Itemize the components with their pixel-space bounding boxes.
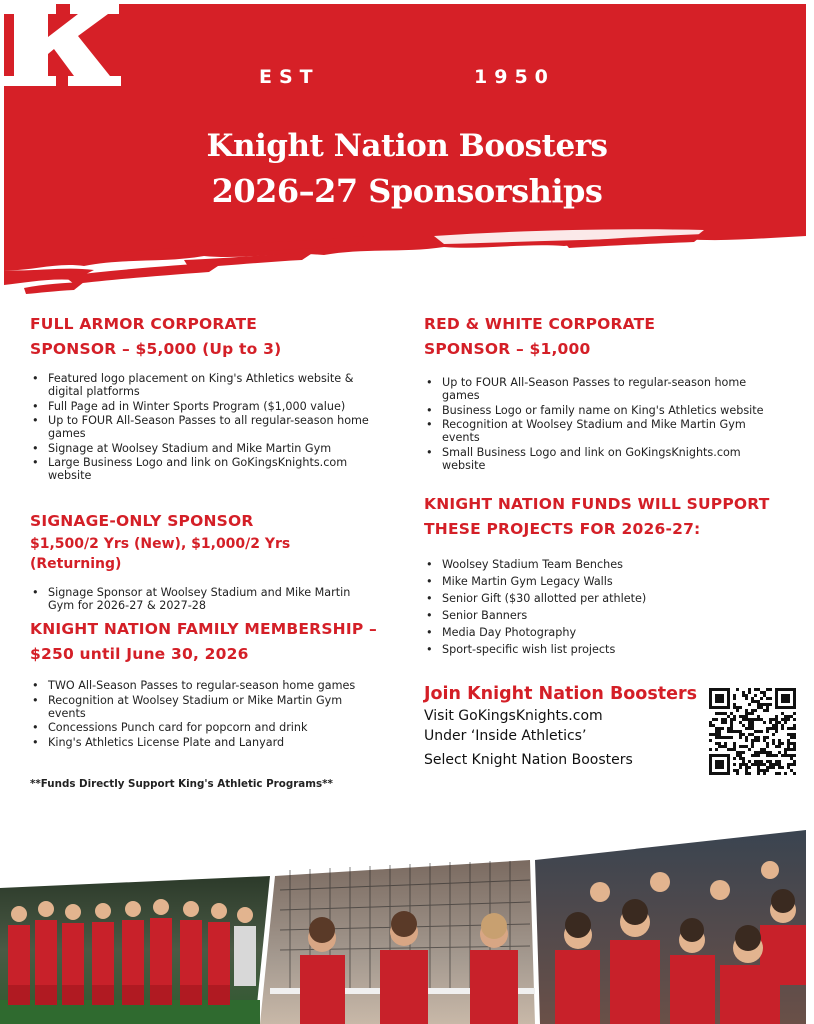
join-line-select: Select Knight Nation Boosters bbox=[424, 752, 633, 768]
team-photo bbox=[0, 876, 270, 1024]
established-year: 1950 bbox=[474, 66, 555, 88]
list-item: • Senior Gift ($30 allotted per athlete) bbox=[442, 592, 794, 605]
signage-subheading: $1,500/2 Yrs (New), $1,000/2 Yrs (Returning) bbox=[30, 536, 291, 572]
list-item: • Sport-specific wish list projects bbox=[442, 643, 794, 656]
funds-note: **Funds Directly Support King's Athletic Programs** bbox=[30, 778, 333, 790]
full-armor-list bbox=[30, 372, 370, 482]
join-line-inside-athletics: Under ‘Inside Athletics’ bbox=[424, 728, 587, 744]
list-item: • Mike Martin Gym Legacy Walls bbox=[442, 575, 794, 588]
signage-heading: SIGNAGE-ONLY SPONSOR bbox=[30, 512, 254, 530]
funds-heading-line2: THESE PROJECTS FOR 2026-27: bbox=[424, 520, 701, 538]
list-item: • King's Athletics License Plate and Lanyard bbox=[48, 736, 368, 749]
list-item: • Media Day Photography bbox=[442, 626, 794, 639]
join-heading: Join Knight Nation Boosters bbox=[424, 684, 698, 704]
k-letter-logo bbox=[4, 4, 121, 86]
list-item: • Up to FOUR All-Season Passes to all regular-season home games bbox=[48, 414, 370, 440]
family-list bbox=[30, 679, 368, 749]
list-item: • Recognition at Woolsey Stadium or Mike Martin Gym events bbox=[48, 694, 368, 720]
list-item: • Woolsey Stadium Team Benches bbox=[442, 558, 794, 571]
list-item: • Senior Banners bbox=[442, 609, 794, 622]
list-item: • Concessions Punch card for popcorn and drink bbox=[48, 721, 368, 734]
list-item: • Signage at Woolsey Stadium and Mike Martin Gym bbox=[48, 442, 370, 455]
red-white-section bbox=[424, 312, 784, 473]
full-armor-heading-line1: FULL ARMOR CORPORATE bbox=[30, 315, 258, 333]
volleyball-photo bbox=[260, 860, 535, 1024]
family-heading-line1: KNIGHT NATION FAMILY MEMBERSHIP – bbox=[30, 620, 377, 638]
family-membership-section bbox=[30, 617, 380, 750]
list-item: • Small Business Logo and link on GoKingsKnights.com website bbox=[442, 446, 784, 472]
join-section bbox=[424, 684, 714, 770]
list-item: • Business Logo or family name on King's Athletics website bbox=[442, 404, 784, 417]
signage-list bbox=[30, 586, 380, 612]
established-label: EST bbox=[259, 66, 320, 88]
red-white-list bbox=[424, 376, 784, 472]
list-item: • Signage Sponsor at Woolsey Stadium and Mike Martin Gym for 2026-27 & 2027-28 bbox=[48, 586, 380, 612]
crowd-photo bbox=[535, 830, 806, 1024]
full-armor-section bbox=[30, 312, 370, 484]
full-armor-heading-line2: SPONSOR – $5,000 (Up to 3) bbox=[30, 340, 282, 358]
photo-collage bbox=[0, 830, 814, 1024]
list-item: • TWO All-Season Passes to regular-season home games bbox=[48, 679, 368, 692]
signage-section bbox=[30, 509, 380, 614]
family-heading-line2: $250 until June 30, 2026 bbox=[30, 645, 249, 663]
list-item: • Up to FOUR All-Season Passes to regular-season home games bbox=[442, 376, 784, 402]
list-item: • Recognition at Woolsey Stadium and Mike Martin Gym events bbox=[442, 418, 784, 444]
join-line-website: Visit GoKingsKnights.com bbox=[424, 708, 603, 724]
list-item: • Featured logo placement on King's Athletics website & digital platforms bbox=[48, 372, 370, 398]
funds-support-section bbox=[424, 492, 794, 660]
red-white-heading-line1: RED & WHITE CORPORATE bbox=[424, 315, 656, 333]
page-title-line1: Knight Nation Boosters bbox=[206, 128, 608, 164]
list-item: • Large Business Logo and link on GoKingsKnights.com website bbox=[48, 456, 370, 482]
list-item: • Full Page ad in Winter Sports Program ($1,000 value) bbox=[48, 400, 370, 413]
qr-code-icon[interactable] bbox=[709, 688, 796, 775]
red-white-heading-line2: SPONSOR – $1,000 bbox=[424, 340, 591, 358]
page-title-line2: 2026–27 Sponsorships bbox=[211, 172, 603, 210]
funds-list bbox=[424, 558, 794, 656]
funds-heading-line1: KNIGHT NATION FUNDS WILL SUPPORT bbox=[424, 495, 770, 513]
